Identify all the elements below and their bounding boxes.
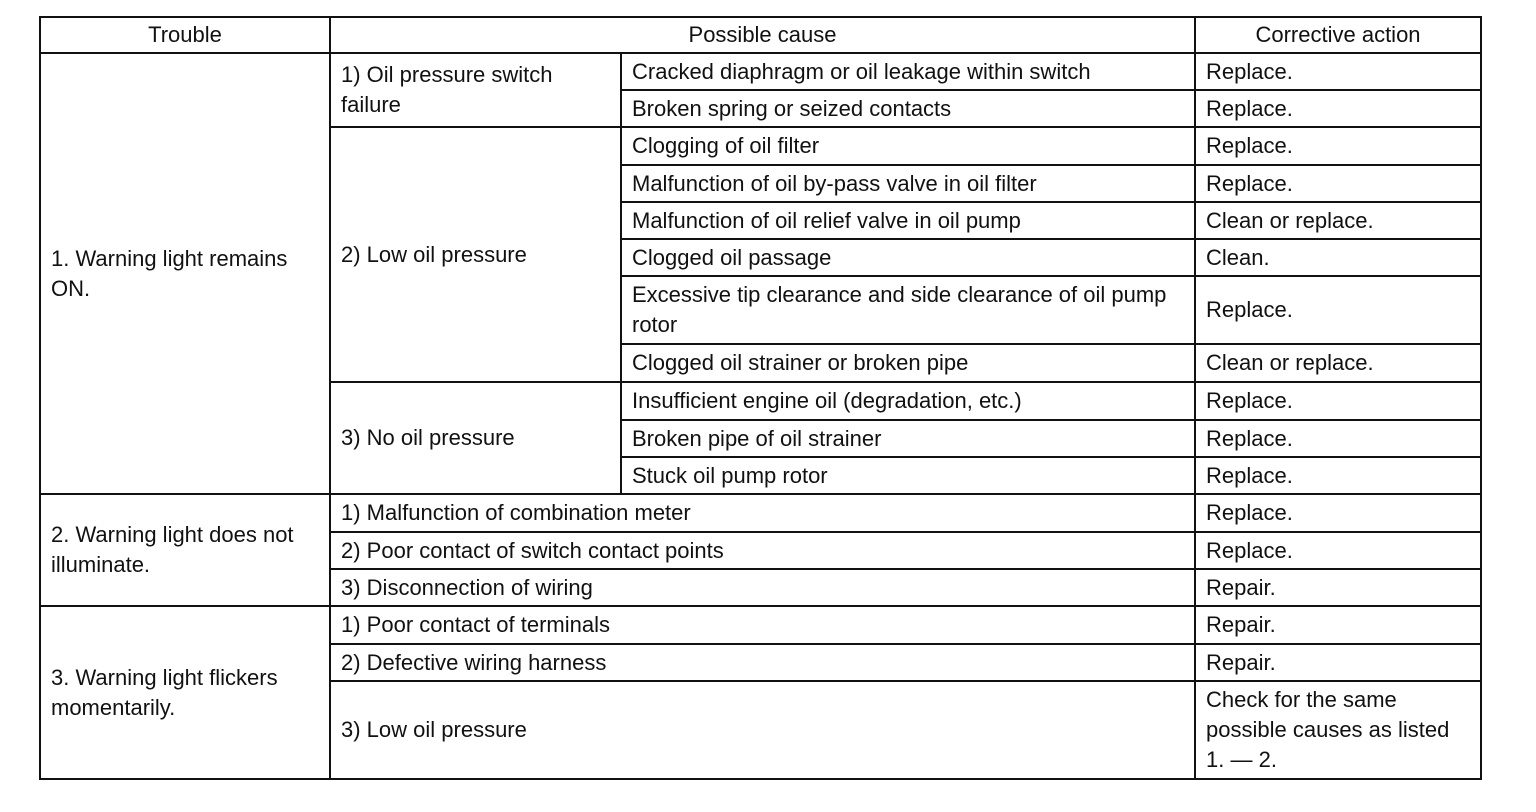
detail-cell: Stuck oil pump rotor xyxy=(621,457,1195,494)
action-cell: Replace. xyxy=(1195,457,1481,494)
action-cell: Replace. xyxy=(1195,90,1481,127)
header-corrective-action: Corrective action xyxy=(1195,17,1481,53)
action-cell: Repair. xyxy=(1195,644,1481,681)
cause-cell: 2) Poor contact of switch contact points xyxy=(330,532,1195,569)
action-cell: Replace. xyxy=(1195,53,1481,90)
detail-cell: Malfunction of oil relief valve in oil pump xyxy=(621,202,1195,239)
action-cell: Replace. xyxy=(1195,165,1481,202)
action-cell: Repair. xyxy=(1195,606,1481,644)
cause-cell: 1) Poor contact of terminals xyxy=(330,606,1195,644)
header-row xyxy=(40,17,1481,53)
cause-cell: 3) No oil pressure xyxy=(330,382,621,494)
detail-cell: Malfunction of oil by-pass valve in oil filter xyxy=(621,165,1195,202)
table-row xyxy=(40,494,1481,532)
detail-cell: Insufficient engine oil (degradation, etc.) xyxy=(621,382,1195,420)
detail-cell: Clogged oil passage xyxy=(621,239,1195,276)
action-cell: Replace. xyxy=(1195,127,1481,165)
detail-cell: Clogging of oil filter xyxy=(621,127,1195,165)
detail-cell: Cracked diaphragm or oil leakage within switch xyxy=(621,53,1195,90)
trouble-cell: 2. Warning light does not illuminate. xyxy=(40,494,330,606)
action-cell: Replace. xyxy=(1195,420,1481,457)
action-cell: Replace. xyxy=(1195,494,1481,532)
action-cell: Replace. xyxy=(1195,532,1481,569)
cause-cell: 2) Defective wiring harness xyxy=(330,644,1195,681)
detail-cell: Broken spring or seized contacts xyxy=(621,90,1195,127)
cause-cell: 3) Low oil pressure xyxy=(330,681,1195,779)
action-cell: Clean or replace. xyxy=(1195,344,1481,382)
header-trouble: Trouble xyxy=(40,17,330,53)
troubleshooting-table xyxy=(39,16,1482,780)
table-row xyxy=(40,606,1481,644)
cause-cell: 1) Malfunction of combination meter xyxy=(330,494,1195,532)
cause-cell: 2) Low oil pressure xyxy=(330,127,621,382)
cause-cell: 1) Oil pressure switch failure xyxy=(330,53,621,127)
action-cell: Clean or replace. xyxy=(1195,202,1481,239)
header-possible-cause: Possible cause xyxy=(330,17,1195,53)
action-cell: Check for the same possible causes as listed 1. — 2. xyxy=(1195,681,1481,779)
detail-cell: Excessive tip clearance and side clearance of oil pump rotor xyxy=(621,276,1195,344)
action-cell: Replace. xyxy=(1195,382,1481,420)
detail-cell: Clogged oil strainer or broken pipe xyxy=(621,344,1195,382)
trouble-cell: 3. Warning light flickers momentarily. xyxy=(40,606,330,779)
table-row xyxy=(40,53,1481,90)
trouble-cell: 1. Warning light remains ON. xyxy=(40,53,330,494)
action-cell: Repair. xyxy=(1195,569,1481,606)
action-cell: Clean. xyxy=(1195,239,1481,276)
action-cell: Replace. xyxy=(1195,276,1481,344)
detail-cell: Broken pipe of oil strainer xyxy=(621,420,1195,457)
cause-cell: 3) Disconnection of wiring xyxy=(330,569,1195,606)
